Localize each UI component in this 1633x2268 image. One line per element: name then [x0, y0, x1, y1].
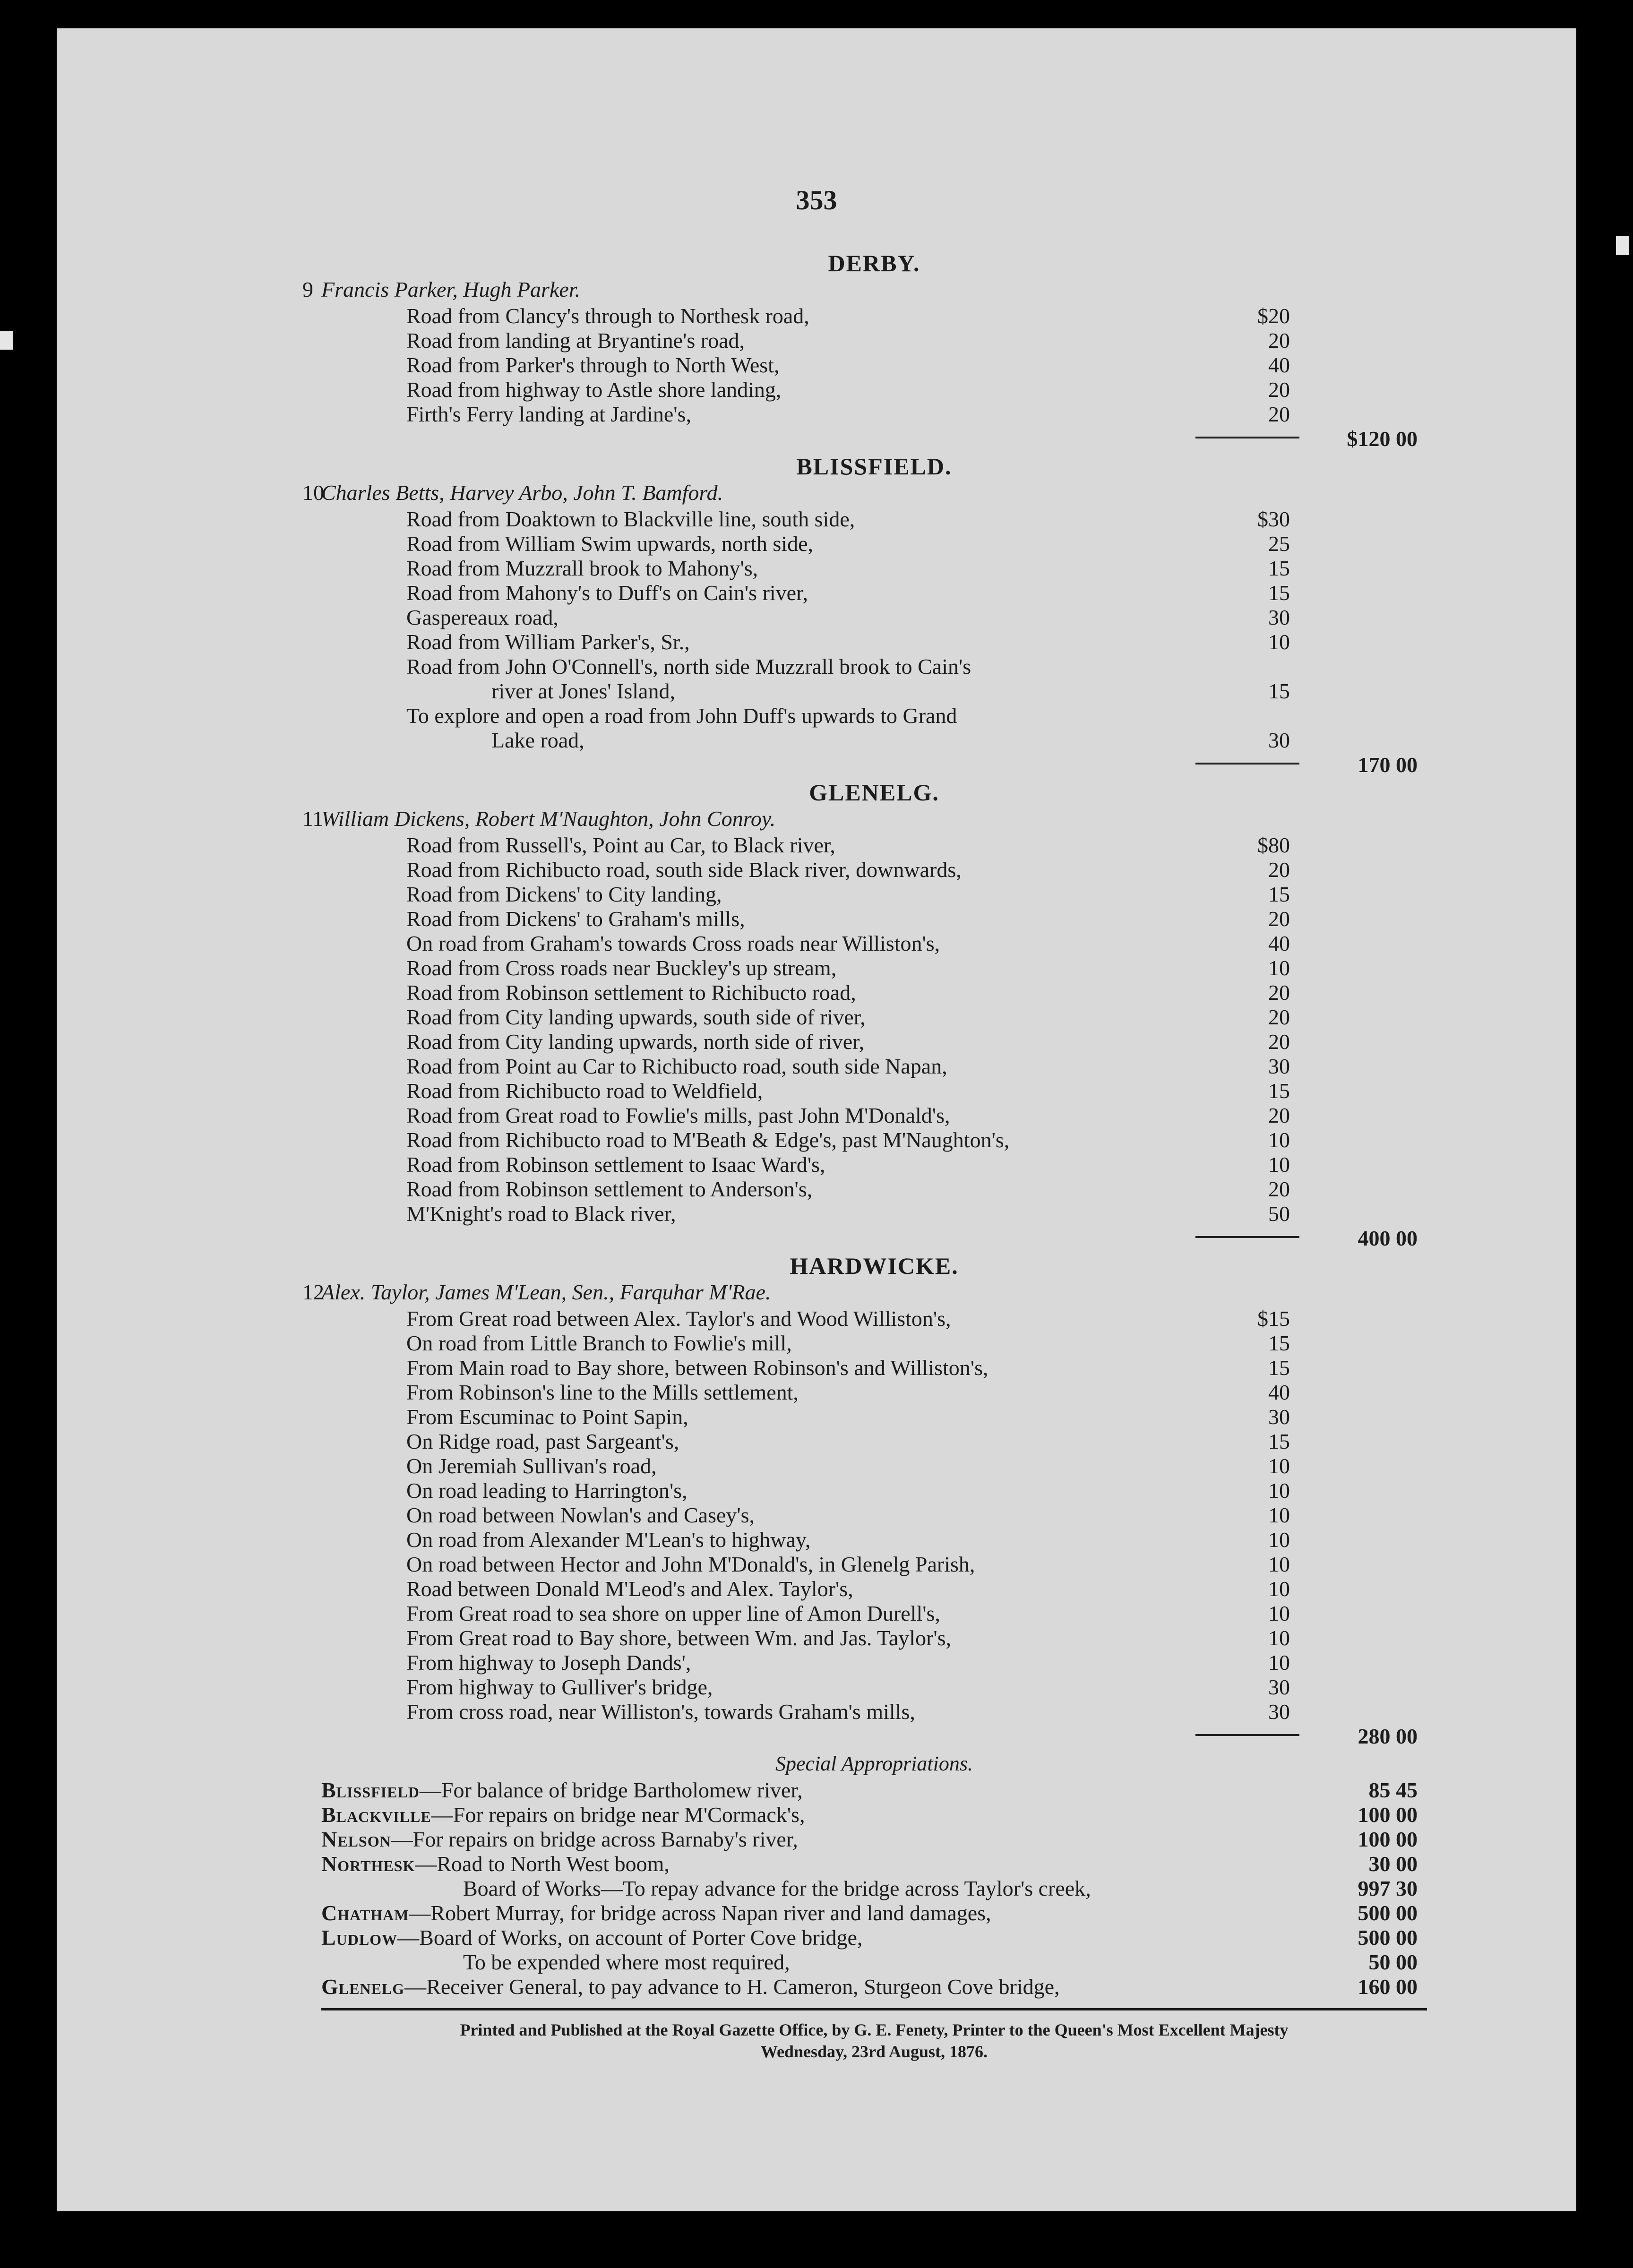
road-item [321, 328, 1427, 352]
road-description: Road from William Swim upwards, north side, [406, 532, 813, 556]
road-amount: 20 [1268, 980, 1290, 1005]
road-item [321, 1699, 1427, 1724]
commissioners-names: Charles Betts, Harvey Arbo, John T. Bamford. [321, 481, 723, 505]
road-description: On road from Graham's towards Cross roads near Williston's, [406, 931, 940, 955]
road-amount: 25 [1268, 532, 1290, 556]
road-description: Road from Russell's, Point au Car, to Black river, [406, 833, 835, 857]
special-title: Special Appropriations. [775, 1752, 973, 1775]
road-description: Road between Donald M'Leod's and Alex. Taylor's, [406, 1577, 853, 1601]
special-description: —For balance of bridge Bartholomew river, [419, 1778, 803, 1802]
special-amount: 160 00 [1358, 1975, 1418, 1999]
road-amount: 15 [1268, 1356, 1290, 1380]
parish-title: HARDWICKE. [790, 1253, 959, 1279]
road-amount: 10 [1268, 1454, 1290, 1478]
special-item [321, 1778, 1427, 1802]
road-item [321, 906, 1427, 931]
road-amount: 10 [1268, 630, 1290, 654]
road-amount: 10 [1268, 1503, 1290, 1527]
road-description: On road between Hector and John M'Donald's, in Glenelg Parish, [406, 1552, 975, 1576]
road-description: From Main road to Bay shore, between Robinson's and Williston's, [406, 1356, 988, 1380]
road-amount: 20 [1268, 907, 1290, 931]
road-item [321, 857, 1427, 882]
road-amount: 20 [1268, 378, 1290, 402]
road-description: Road from Richibucto road to M'Beath & Edge's, past M'Naughton's, [406, 1128, 1010, 1152]
special-amount: 30 00 [1368, 1852, 1418, 1876]
road-description: Road from Great road to Fowlie's mills, past John M'Donald's, [406, 1103, 950, 1127]
commissioners-names: William Dickens, Robert M'Naughton, John Conroy. [321, 807, 776, 831]
road-item [321, 1152, 1427, 1177]
road-description: From Great road to Bay shore, between Wm. and Jas. Taylor's, [406, 1626, 952, 1650]
commissioners-names: Francis Parker, Hugh Parker. [321, 277, 581, 301]
road-description: Road from landing at Bryantine's road, [406, 328, 745, 352]
section-total: 400 00 [1358, 1226, 1418, 1250]
special-amount: 500 00 [1358, 1901, 1418, 1925]
road-description: Road from City landing upwards, north side of river, [406, 1030, 865, 1054]
road-description: Gaspereaux road, [406, 605, 559, 629]
road-amount: 30 [1268, 1675, 1290, 1699]
parish-title: DERBY. [828, 250, 920, 276]
road-amount: 10 [1268, 1478, 1290, 1503]
road-item [321, 1503, 1427, 1527]
total-row [321, 426, 1427, 454]
road-amount: 40 [1268, 931, 1290, 955]
total-rule [1195, 437, 1299, 438]
road-description: Road from Robinson settlement to Isaac Ward's, [406, 1152, 825, 1177]
special-description: To be expended where most required, [463, 1950, 790, 1974]
road-item [321, 728, 1427, 752]
road-amount: 10 [1268, 1650, 1290, 1675]
total-row [321, 752, 1427, 780]
road-item [321, 1650, 1427, 1675]
road-amount: 30 [1268, 1054, 1290, 1078]
road-item [321, 1380, 1427, 1404]
road-item [321, 1601, 1427, 1625]
special-key: Blissfield [321, 1778, 420, 1802]
road-description: Road from Doaktown to Blackville line, south side, [406, 507, 855, 531]
road-amount: 40 [1268, 1380, 1290, 1404]
parish-title: GLENELG. [809, 779, 939, 806]
road-item [321, 629, 1427, 654]
road-description: Firth's Ferry landing at Jardine's, [406, 402, 691, 426]
road-item [321, 654, 1427, 679]
special-item [321, 1925, 1427, 1950]
road-amount: $80 [1257, 833, 1290, 857]
total-row [321, 1724, 1427, 1751]
road-description: Lake road, [491, 728, 584, 752]
scan-marker [0, 331, 13, 350]
special-key: Glenelg [321, 1975, 405, 1999]
road-description: On road from Little Branch to Fowlie's mill, [406, 1331, 792, 1355]
road-item [321, 1576, 1427, 1601]
section-number: 9 [302, 277, 313, 301]
road-amount: 10 [1268, 1128, 1290, 1152]
road-amount: 20 [1268, 328, 1290, 352]
parish-title: BLISSFIELD. [796, 453, 952, 480]
road-amount: 30 [1268, 1405, 1290, 1429]
road-item [321, 1177, 1427, 1201]
road-description: From cross road, near Williston's, towards Graham's mills, [406, 1700, 915, 1724]
commissioners-line [302, 1280, 1427, 1306]
road-description: Road from Dickens' to Graham's mills, [406, 907, 745, 931]
road-item [321, 1331, 1427, 1355]
road-amount: 30 [1268, 728, 1290, 752]
parish-section [302, 779, 1427, 1253]
road-description: M'Knight's road to Black river, [406, 1202, 676, 1226]
special-item [321, 1950, 1427, 1974]
special-amount: 100 00 [1358, 1827, 1418, 1851]
road-description: On Jeremiah Sullivan's road, [406, 1454, 657, 1478]
road-item [321, 1552, 1427, 1576]
section-number: 10 [302, 481, 324, 505]
road-amount: 15 [1268, 581, 1290, 605]
parish-section [302, 453, 1427, 780]
road-amount: 10 [1268, 1152, 1290, 1177]
road-description: On Ridge road, past Sargeant's, [406, 1429, 679, 1453]
scan-marker [1616, 236, 1629, 255]
road-amount: 20 [1268, 1005, 1290, 1029]
road-amount: 15 [1268, 882, 1290, 906]
special-description: —Road to North West boom, [415, 1852, 670, 1876]
special-key: Chatham [321, 1901, 409, 1925]
road-item [321, 1527, 1427, 1552]
road-item [321, 882, 1427, 906]
special-key: Ludlow [321, 1925, 398, 1950]
special-description: Board of Works—To repay advance for the bridge across Taylor's creek, [463, 1876, 1091, 1900]
road-amount: 10 [1268, 1528, 1290, 1552]
road-amount: 50 [1268, 1202, 1290, 1226]
document-page [57, 28, 1576, 2211]
road-item [321, 531, 1427, 556]
road-item [321, 580, 1427, 605]
special-item [321, 1851, 1427, 1876]
section-total: 280 00 [1358, 1724, 1418, 1748]
road-item [321, 402, 1427, 426]
road-item [321, 605, 1427, 629]
total-rule [1195, 1236, 1299, 1238]
footer-rule [321, 2008, 1427, 2010]
road-item [321, 377, 1427, 402]
road-amount: 10 [1268, 1601, 1290, 1625]
special-description: —Receiver General, to pay advance to H. Cameron, Sturgeon Cove bridge, [404, 1975, 1060, 1999]
road-item [321, 556, 1427, 580]
section-total: 170 00 [1358, 753, 1418, 777]
road-amount: 30 [1268, 605, 1290, 629]
road-amount: 15 [1268, 1331, 1290, 1355]
road-item [321, 1201, 1427, 1226]
road-item [321, 833, 1427, 857]
road-description: On road between Nowlan's and Casey's, [406, 1503, 755, 1527]
total-rule [1195, 763, 1299, 765]
commissioners-line [302, 806, 1427, 833]
road-item [321, 1625, 1427, 1650]
special-description: —For repairs on bridge near M'Cormack's, [431, 1803, 805, 1827]
special-item [321, 1876, 1427, 1900]
road-description: From highway to Gulliver's bridge, [406, 1675, 713, 1699]
road-description: To explore and open a road from John Duff's upwards to Grand [406, 704, 957, 728]
road-description: Road from Clancy's through to Northesk road, [406, 304, 809, 328]
road-item [321, 1404, 1427, 1429]
road-item [321, 1429, 1427, 1453]
road-description: On road leading to Harrington's, [406, 1478, 688, 1503]
road-description: Road from Robinson settlement to Anderson's, [406, 1177, 813, 1201]
road-item [321, 980, 1427, 1005]
road-description: Road from Richibucto road, south side Black river, downwards, [406, 858, 962, 882]
road-description: Road from Robinson settlement to Richibucto road, [406, 980, 856, 1005]
road-item [321, 1054, 1427, 1078]
road-description: From Great road to sea shore on upper line of Amon Durell's, [406, 1601, 940, 1625]
road-description: Road from Cross roads near Buckley's up stream, [406, 956, 837, 980]
road-description: Road from Richibucto road to Weldfield, [406, 1079, 763, 1103]
special-amount: 85 45 [1368, 1778, 1418, 1802]
special-amount: 100 00 [1358, 1803, 1418, 1827]
special-key: Northesk [321, 1852, 415, 1876]
section-total: $120 00 [1347, 427, 1418, 451]
road-item [321, 703, 1427, 728]
road-item [321, 1478, 1427, 1503]
road-item [321, 1005, 1427, 1029]
road-description: Road from Dickens' to City landing, [406, 882, 722, 906]
commissioners-line [302, 277, 1427, 303]
road-amount: $30 [1257, 507, 1290, 531]
road-description: Road from Mahony's to Duff's on Cain's river, [406, 581, 808, 605]
road-item [321, 1306, 1427, 1331]
commissioners-names: Alex. Taylor, James M'Lean, Sen., Farquhar M'Rae. [321, 1280, 771, 1304]
special-item [321, 1974, 1427, 1999]
special-description: —For repairs on bridge across Barnaby's river, [391, 1827, 798, 1851]
road-item [321, 1029, 1427, 1054]
road-item [321, 931, 1427, 955]
special-key: Nelson [321, 1827, 391, 1851]
page-number: 353 [796, 185, 837, 215]
road-description: Road from Point au Car to Richibucto road, south side Napan, [406, 1054, 947, 1078]
parish-section [302, 250, 1427, 454]
road-description: On road from Alexander M'Lean's to highway, [406, 1528, 811, 1552]
road-item [321, 303, 1427, 328]
special-item [321, 1827, 1427, 1851]
road-amount: 20 [1268, 1177, 1290, 1201]
road-amount: 20 [1268, 858, 1290, 882]
road-amount: 20 [1268, 1030, 1290, 1054]
road-item [321, 1355, 1427, 1380]
road-description: From highway to Joseph Dands', [406, 1650, 691, 1675]
road-item [321, 955, 1427, 980]
road-item [321, 1078, 1427, 1103]
imprint-line2: Wednesday, 23rd August, 1876. [760, 2042, 988, 2061]
road-description: Road from John O'Connell's, north side Muzzrall brook to Cain's [406, 654, 971, 679]
imprint-line1: Printed and Published at the Royal Gazette Office, by G. E. Fenety, Printer to the Queen's Most Excellent Majesty [460, 2020, 1289, 2039]
appropriations-list [302, 250, 1427, 2062]
special-amount: 500 00 [1358, 1925, 1418, 1950]
road-description: Road from William Parker's, Sr., [406, 630, 690, 654]
road-description: From Great road between Alex. Taylor's and Wood Williston's, [406, 1306, 951, 1331]
special-key: Blackville [321, 1803, 431, 1827]
section-number: 12 [302, 1280, 324, 1304]
road-item [321, 1103, 1427, 1127]
road-amount: 10 [1268, 956, 1290, 980]
special-item [321, 1802, 1427, 1827]
road-description: Road from highway to Astle shore landing, [406, 378, 782, 402]
total-row [321, 1226, 1427, 1253]
road-item [321, 352, 1427, 377]
road-description: Road from Muzzrall brook to Mahony's, [406, 556, 758, 580]
road-item [321, 1453, 1427, 1478]
special-amount: 997 30 [1358, 1876, 1418, 1900]
road-amount: 15 [1268, 1079, 1290, 1103]
road-amount: 10 [1268, 1626, 1290, 1650]
special-description: —Robert Murray, for bridge across Napan river and land damages, [409, 1901, 991, 1925]
road-amount: 40 [1268, 353, 1290, 377]
road-description: From Escuminac to Point Sapin, [406, 1405, 688, 1429]
imprint-footer [321, 2019, 1427, 2062]
road-amount: 15 [1268, 556, 1290, 580]
road-description: From Robinson's line to the Mills settlement, [406, 1380, 799, 1404]
road-item [321, 679, 1427, 703]
road-amount: 10 [1268, 1552, 1290, 1576]
total-rule [1195, 1734, 1299, 1736]
road-item [321, 1675, 1427, 1699]
road-description: Road from Parker's through to North West, [406, 353, 780, 377]
road-description: Road from City landing upwards, south side of river, [406, 1005, 866, 1029]
special-amount: 50 00 [1368, 1950, 1418, 1974]
road-amount: $15 [1257, 1306, 1290, 1331]
road-amount: 30 [1268, 1700, 1290, 1724]
section-number: 11 [302, 807, 324, 831]
road-amount: 20 [1268, 402, 1290, 426]
road-description: river at Jones' Island, [491, 679, 675, 703]
road-amount: 15 [1268, 1429, 1290, 1453]
road-item [321, 1127, 1427, 1152]
road-amount: 10 [1268, 1577, 1290, 1601]
road-amount: 20 [1268, 1103, 1290, 1127]
special-item [321, 1900, 1427, 1925]
commissioners-line [302, 480, 1427, 507]
road-amount: 15 [1268, 679, 1290, 703]
road-amount: $20 [1257, 304, 1290, 328]
special-description: —Board of Works, on account of Porter Cove bridge, [397, 1925, 863, 1950]
road-item [321, 507, 1427, 531]
parish-section [302, 1253, 1427, 1751]
